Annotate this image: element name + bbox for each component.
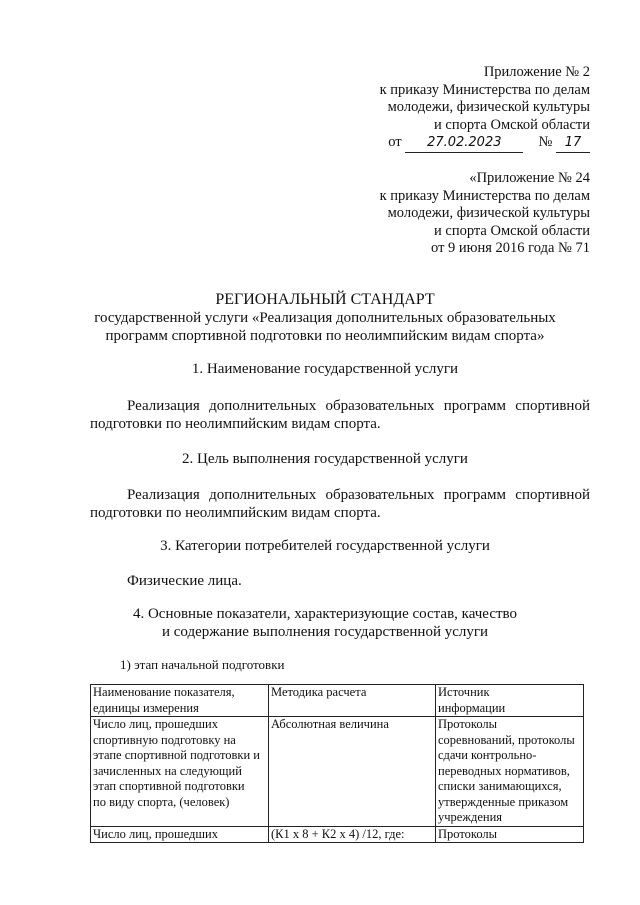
section-4-heading-line2: и содержание выполнения государственной услуги [161,624,489,640]
appendix-current-line4: и спорта Омской области [434,116,590,133]
table-cell-line: (К1 х 8 + К2 х 4) /12, где: [271,826,405,841]
table-cell-line: учреждения [438,810,503,824]
appendix-previous-line5: от 9 июня 2016 года № 71 [431,240,590,256]
section-1-text [90,397,590,433]
table-header-cell [91,685,269,717]
section-1-text-line1: Реализация дополнительных образовательных программ спортивной [127,398,590,414]
table-row [91,717,584,827]
table-cell-line: единицы измерения [93,700,199,715]
section-1-heading: 1. Наименование государственной услуги [191,361,459,377]
title-line3: программ спортивной подготовки по неолимпийским видам спорта» [105,328,545,344]
stage-label: 1) этап начальной подготовки [120,657,285,672]
table-cell-line: Источник [438,685,490,699]
section-2-text [90,486,590,522]
section-4-heading-line1: 4. Основные показатели, характеризующие состав, качество [132,606,518,622]
table-header-row [91,685,584,717]
appendix-current-block [380,64,590,153]
table-cell-line: Методика расчета [271,685,367,699]
table-cell-line: утвержденные приказом [438,794,569,809]
document-title [60,290,590,345]
table-cell-line: Число лиц, прошедших [93,717,218,731]
table-header-cell [436,685,584,717]
table-cell-line: Протоколы [438,717,498,731]
table-cell-line: этап спортивной подготовки [93,779,245,793]
section-4-heading [60,605,590,641]
appendix-previous-line3: молодежи, физической культуры [387,205,590,221]
indicators-table [90,684,584,843]
title-line2: государственной услуги «Реализация дополнительных образовательных [94,310,556,326]
table-cell-line: спортивную подготовку на [93,732,236,747]
appendix-current-line3: молодежи, физической культуры [387,99,590,115]
section-2-text-line2: подготовки по неолимпийским видам спорта. [90,505,381,521]
table-cell [269,826,436,843]
number-prefix: № [538,134,553,150]
table-cell-line: сдачи контрольно- [438,748,537,762]
table-cell [91,717,269,827]
appendix-current-line1: Приложение № 2 [483,64,590,80]
appendix-previous-line4: и спорта Омской области [434,222,590,239]
table-cell-line: списки занимающихся, [438,779,562,793]
order-date: 27.02.2023 [405,134,523,153]
table-cell-line: Число лиц, прошедших [93,826,218,841]
table-cell-line: информации [438,700,506,715]
table-header-cell [269,685,436,717]
section-2-heading: 2. Цель выполнения государственной услуги [182,451,468,467]
section-3-text: Физические лица. [127,573,242,589]
table-cell [436,717,584,827]
table-cell [436,826,584,843]
table-cell-line: переводных нормативов, [438,763,570,778]
table-cell-line: этапе спортивной подготовки и [93,748,260,762]
date-prefix: от [388,134,402,150]
table-cell-line: Наименование показателя, [93,685,235,699]
appendix-previous-block [380,170,590,258]
title-line1: РЕГИОНАЛЬНЫЙ СТАНДАРТ [215,291,435,308]
table-cell-line: Протоколы [438,826,498,841]
table-cell-line: зачисленных на следующий [93,763,242,778]
table-cell-line: соревнований, протоколы [438,732,575,747]
table-cell-line: по виду спорта, (человек) [93,794,230,809]
table-cell [269,717,436,827]
appendix-current-line2: к приказу Министерства по делам [379,81,590,98]
appendix-previous-line2: к приказу Министерства по делам [379,187,590,204]
section-2-text-line1: Реализация дополнительных образовательных программ спортивной [127,487,590,503]
order-number: 17 [556,134,590,153]
section-1-text-line2: подготовки по неолимпийским видам спорта. [90,416,381,432]
table-cell-line: Абсолютная величина [271,717,389,731]
table-cell [91,826,269,843]
section-3-heading: 3. Категории потребителей государственной услуги [160,538,490,554]
appendix-current-date-line [380,134,590,153]
appendix-previous-line1: «Приложение № 24 [469,170,590,186]
table-row [91,826,584,843]
